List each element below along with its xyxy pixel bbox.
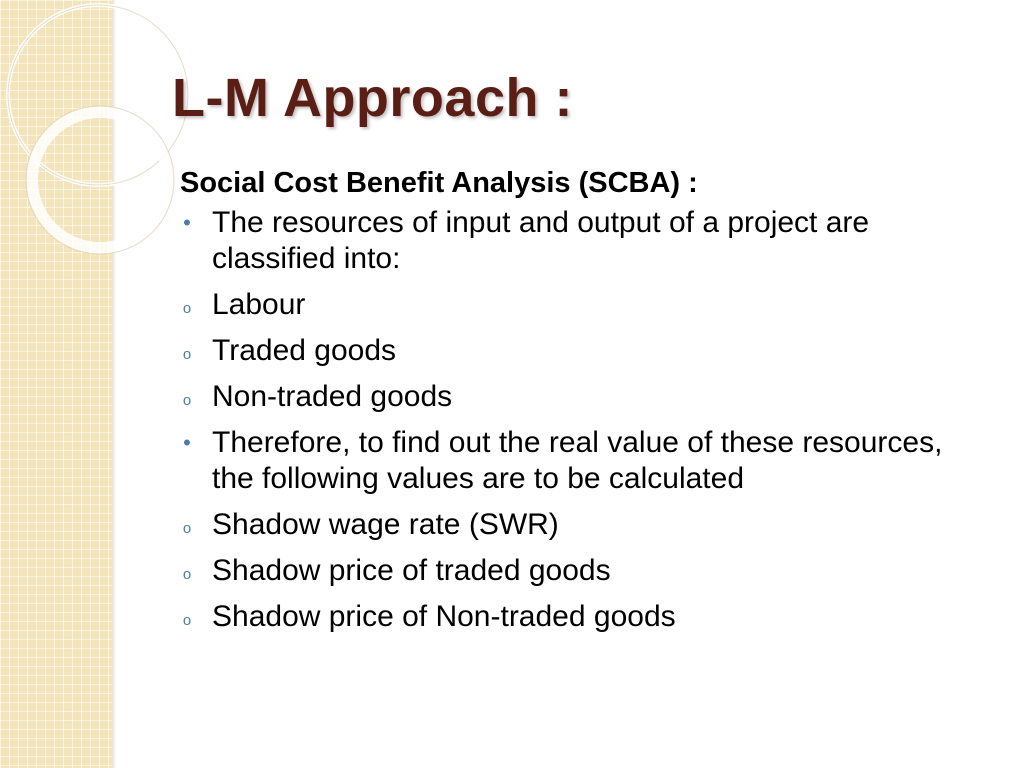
subheading: Social Cost Benefit Analysis (SCBA) : xyxy=(180,167,698,199)
list-item xyxy=(180,333,960,369)
list-item xyxy=(180,205,960,277)
thick-ring xyxy=(32,112,168,248)
list-item xyxy=(180,507,960,543)
slide-content xyxy=(180,163,960,645)
circle-bullet-icon: o xyxy=(182,300,192,317)
list-item-text: Traded goods xyxy=(212,334,397,367)
circle-bullet-icon: o xyxy=(182,346,192,363)
slide-title: L-M Approach : xyxy=(172,68,573,128)
list-item-text: The resources of input and output of a project are classified into: xyxy=(212,206,870,275)
circle-bullet-icon: o xyxy=(182,520,192,537)
bullet-icon: • xyxy=(183,210,191,235)
list-item-text: Shadow wage rate (SWR) xyxy=(212,508,559,541)
list-item xyxy=(180,599,960,635)
circle-bullet-icon: o xyxy=(182,612,192,629)
circle-bullet-icon: o xyxy=(182,566,192,583)
bullet-list xyxy=(180,205,960,635)
list-item xyxy=(180,287,960,323)
decorative-circles xyxy=(0,0,200,280)
list-item xyxy=(180,379,960,415)
list-item-text: Labour xyxy=(212,288,306,321)
bullet-icon: • xyxy=(183,430,191,455)
list-item-text: Shadow price of traded goods xyxy=(212,554,611,587)
circle-bullet-icon: o xyxy=(182,392,192,409)
list-item xyxy=(180,553,960,589)
list-item xyxy=(180,425,960,497)
list-item-text: Shadow price of Non-traded goods xyxy=(212,600,676,633)
list-item-text: Therefore, to find out the real value of these resources, the following values are to be calculated xyxy=(212,426,943,495)
list-item-text: Non-traded goods xyxy=(212,380,453,413)
